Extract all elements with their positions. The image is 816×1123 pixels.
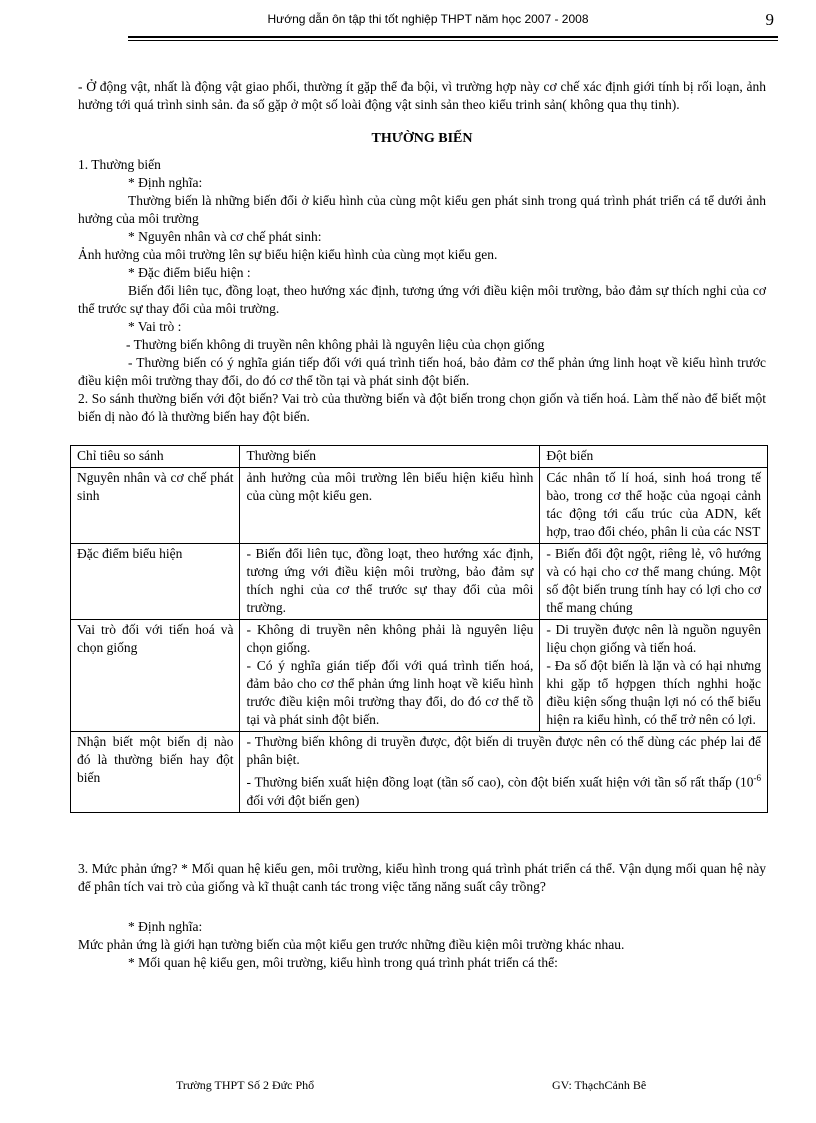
cell-line: - Thường biến không di truyền được, đột biến di truyền được nên có thể dùng các phép lai để phân biệt.: [246, 734, 761, 767]
footer-teacher: GV: ThạchCảnh Bê: [552, 1078, 647, 1092]
s3-definition-text: Mức phản ứng là giới hạn tường biến của một kiểu gen trước những điều kiện môi trường khác nhau.: [78, 937, 625, 952]
table-header-cell: Chỉ tiêu so sánh: [71, 446, 240, 468]
thuong-bien-cell: - Biến đổi liên tục, đồng loạt, theo hướng xác định, tương ứng với điều kiện môi trường, bảo đảm sự thích nghi của cơ thể trước sự thay đổi của môi trường.: [240, 544, 540, 620]
table-row: [71, 544, 768, 620]
table-row: [71, 732, 768, 813]
header-title: Hướng dẫn ôn tập thi tốt nghiệp THPT năm học 2007 - 2008: [267, 12, 589, 26]
page-number: 9: [765, 10, 774, 29]
page-header: [78, 0, 778, 40]
role-item-2: - Thường biến có ý nghĩa gián tiếp đối với quá trình tiến hoá, bảo đảm cơ thể phản ứng linh hoạt về kiểu hình trước điều kiện môi trường thay đổi, do đó cơ thể tồn tại và phát sinh đột biến.: [78, 355, 766, 388]
cause-label: * Nguyên nhân và cơ chế phát sinh:: [128, 229, 322, 244]
merged-cell: [240, 732, 768, 813]
table-row: [71, 620, 768, 732]
role-item-1: - Thường biến không di truyền nên không phải là nguyên liệu của chọn giống: [126, 337, 545, 352]
cell-text: - Thường biến xuất hiện đồng loạt (tần số cao), còn đột biến xuất hiện với tần số rất thấp (10: [246, 774, 754, 790]
definition-label: * Định nghĩa:: [128, 175, 203, 190]
spacer: [78, 896, 766, 918]
cause-text: Ảnh hưởng của môi trường lên sự biểu hiện kiểu hình của cùng mọt kiểu gen.: [78, 247, 498, 262]
criterion-cell: Nguyên nhân và cơ chế phát sinh: [71, 468, 240, 544]
s1-heading: 1. Thường biến: [78, 157, 161, 172]
dot-bien-cell: Các nhân tố lí hoá, sinh hoá trong tế bào, trong cơ thể hoặc của ngoại cảnh tác động tới cấu trúc của ADN, kết hợp, trao đổi chéo, phân li của các NST: [540, 468, 768, 544]
section-3: [78, 860, 766, 972]
table-header-row: [71, 446, 768, 468]
table-header-cell: Thường biến: [240, 446, 540, 468]
cell-line: - Có ý nghĩa gián tiếp đối với quá trình tiến hoá, đảm bảo cho cơ thể phản ứng linh hoạt về kiểu hình trước điều kiện môi trường thay đổi, do đó cơ thể tồ tại và phát sinh đột biến.: [246, 658, 534, 727]
comparison-table: [70, 445, 768, 813]
table-header-cell: Đột biến: [540, 446, 768, 468]
table-row: [71, 468, 768, 544]
cell-text: đối với đột biến gen): [246, 792, 360, 808]
s3-definition-label: * Định nghĩa:: [128, 919, 203, 934]
header-rule: [128, 36, 778, 38]
dot-bien-cell: [540, 620, 768, 732]
cell-line: - Đa số đột biến là lặn và có hại nhưng khi gặp tổ hợpgen thích nghhi hoặc điều kiện sống thuận lợi nó có thể biểu hiện ra kiểu hình, có thể trở nên có lợi.: [546, 658, 761, 727]
criterion-cell: Nhận biết một biến dị nào đó là thường biến hay đột biến: [71, 732, 240, 813]
role-label: * Vai trò :: [128, 319, 182, 334]
feature-label: * Đặc điểm biểu hiện :: [128, 265, 251, 280]
thuong-bien-cell: ảnh hưởng của môi trường lên biểu hiện kiểu hình của cùng một kiểu gen.: [240, 468, 540, 544]
criterion-cell: Vai trò đối với tiến hoá và chọn giống: [71, 620, 240, 732]
cell-line: - Không di truyền nên không phải là nguyên liệu chọn giống.: [246, 622, 534, 655]
section-title: THƯỜNG BIẾN: [371, 131, 473, 146]
s3-heading: 3. Mức phản ứng? * Mối quan hệ kiểu gen, môi trường, kiểu hình trong quá trình phát triển cá thể. Vận dụng mối quan hệ này để phân tích vai trò của giống và kĩ thuật canh tác trong việc tăng năng suất cây trồng?: [78, 861, 766, 894]
cell-line: - Di truyền được nên là nguồn nguyên liệu chọn giống và tiến hoá.: [546, 622, 761, 655]
feature-text: Biến đổi liên tục, đồng loạt, theo hướng xác định, tương ứng với điều kiện môi trường, bảo đảm sự thích nghi của cơ thể trước sự thay đổi của môi trường.: [78, 283, 766, 316]
main-content: [78, 78, 766, 426]
s3-relation-label: * Mối quan hệ kiểu gen, môi trường, kiểu hình trong quá trình phát triển cá thể:: [128, 955, 558, 970]
dot-bien-cell: - Biến đổi đột ngột, riêng lẻ, vô hướng và có hại cho cơ thể mang chúng. Một số đột biến trung tính hay có lợi cho cơ thể mang chúng: [540, 544, 768, 620]
thuong-bien-cell: [240, 620, 540, 732]
exponent: -6: [753, 773, 761, 783]
criterion-cell: Đặc điểm biểu hiện: [71, 544, 240, 620]
cell-line: [246, 769, 761, 810]
definition-text: Thường biến là những biến đổi ở kiểu hình của cùng một kiểu gen phát sinh trong quá trình phát triển cá tể dưới ảnh hưởng của môi trường: [78, 193, 766, 226]
footer-school: Trường THPT Số 2 Đức Phổ: [176, 1078, 315, 1092]
s2-heading: 2. So sánh thường biến với đột biến? Vai trò của thường biến và đột biến trong chọn giốn và tiến hoá. Làm thế nào để biết một biến dị nào đó là thường biến hay đột biến.: [78, 391, 766, 424]
header-rule-thin: [128, 40, 778, 41]
intro-paragraph: - Ở động vật, nhất là động vật giao phối, thường ít gặp thể đa bội, vì trường hợp này cơ chế xác định giới tính bị rối loạn, ảnh hưởng tới quá trình sinh sản. đa số gặp ở một số loài động vật sinh sản theo kiểu trinh sản( không qua thụ tinh).: [78, 79, 766, 112]
